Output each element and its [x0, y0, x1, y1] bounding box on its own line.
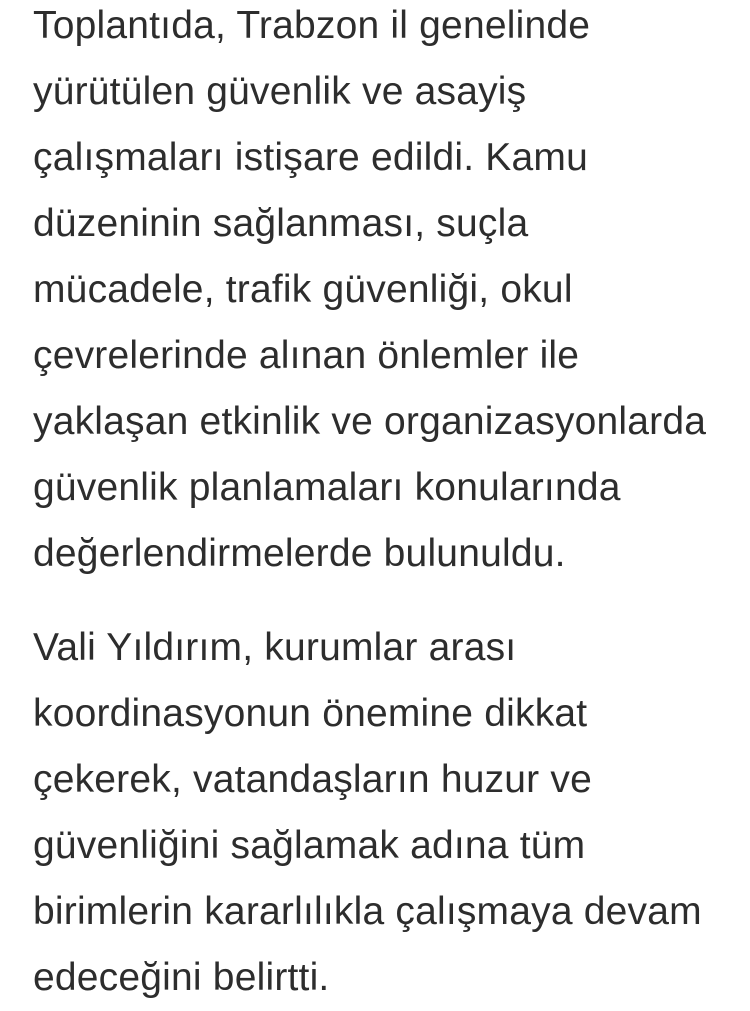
text-line: Vali Yıldırım, kurumlar arası: [33, 626, 517, 669]
text-line: değerlendirmelerde bulunuldu.: [33, 532, 566, 575]
text-line: çevrelerinde alınan önlemler ile: [33, 334, 580, 377]
text-line: Toplantıda, Trabzon il genelinde: [33, 4, 591, 47]
text-line: mücadele, trafik güvenliği, okul: [33, 268, 573, 311]
text-line: yürütülen güvenlik ve asayiş: [33, 70, 527, 113]
text-line: çalışmaları istişare edildi. Kamu: [33, 136, 588, 179]
text-line: edeceğini belirtti.: [33, 956, 330, 999]
text-line: birimlerin kararlılıkla çalışmaya devam: [33, 890, 702, 933]
text-line: düzeninin sağlanması, suçla: [33, 202, 529, 245]
text-line: güvenlik planlamaları konularında: [33, 466, 621, 509]
text-line: çekerek, vatandaşların huzur ve: [33, 758, 592, 801]
article-paragraph-1: [33, 0, 740, 587]
text-line: yaklaşan etkinlik ve organizasyonlarda: [33, 400, 707, 443]
article-paragraph-2: [33, 615, 740, 1011]
text-line: koordinasyonun önemine dikkat: [33, 692, 588, 735]
text-line: güvenliğini sağlamak adına tüm: [33, 824, 586, 867]
